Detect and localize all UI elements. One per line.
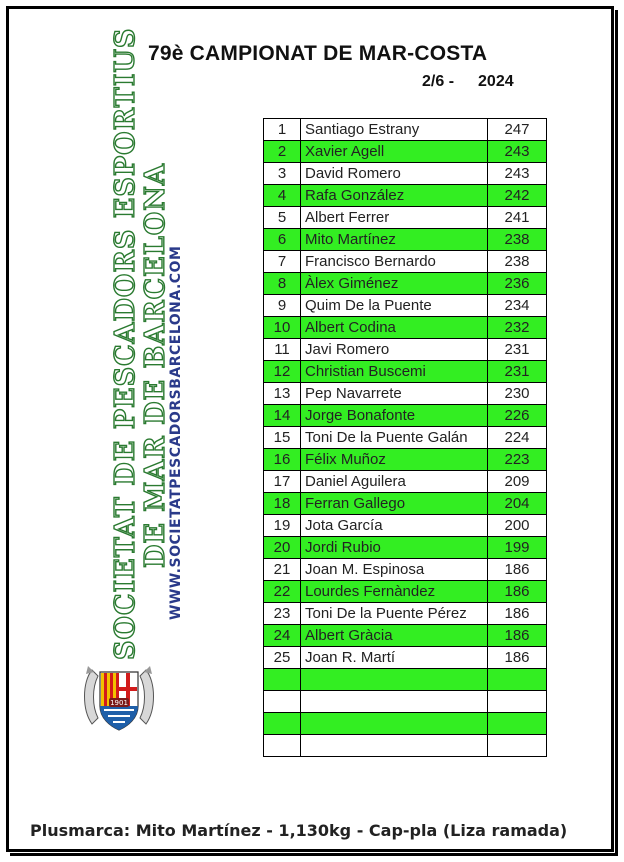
- points-cell: 186: [488, 625, 547, 647]
- table-row: [264, 119, 547, 141]
- position-cell: 17: [264, 471, 301, 493]
- table-row: [264, 361, 547, 383]
- table-row: [264, 559, 547, 581]
- record-footer: Plusmarca: Mito Martínez - 1,130kg - Cap-pla (Liza ramada): [30, 821, 568, 840]
- position-cell: 25: [264, 647, 301, 669]
- points-cell: 236: [488, 273, 547, 295]
- table-row: [264, 207, 547, 229]
- position-cell: 7: [264, 251, 301, 273]
- competitor-name-cell: Santiago Estrany: [301, 119, 488, 141]
- position-cell: 1: [264, 119, 301, 141]
- position-cell: 12: [264, 361, 301, 383]
- points-cell: 238: [488, 251, 547, 273]
- competitor-name-cell: Quim De la Puente: [301, 295, 488, 317]
- competitor-name-cell: Mito Martínez: [301, 229, 488, 251]
- points-cell: 247: [488, 119, 547, 141]
- position-cell: 13: [264, 383, 301, 405]
- position-cell: 18: [264, 493, 301, 515]
- table-row: [264, 515, 547, 537]
- competitor-name-cell: Pep Navarrete: [301, 383, 488, 405]
- table-row: [264, 229, 547, 251]
- competitor-name-cell: Jorge Bonafonte: [301, 405, 488, 427]
- competitor-name-cell: Jota García: [301, 515, 488, 537]
- competitor-name-cell: [301, 735, 488, 757]
- competitor-name-cell: Àlex Giménez: [301, 273, 488, 295]
- table-row: [264, 141, 547, 163]
- table-row: [264, 405, 547, 427]
- table-row: [264, 581, 547, 603]
- position-cell: 11: [264, 339, 301, 361]
- society-website: WWW.SOCIETATPESCADORSBARCELONA.COM: [168, 245, 184, 620]
- table-row: [264, 317, 547, 339]
- svg-text:1901: 1901: [110, 699, 128, 707]
- points-cell: 223: [488, 449, 547, 471]
- points-cell: 230: [488, 383, 547, 405]
- competitor-name-cell: Javi Romero: [301, 339, 488, 361]
- position-cell: 19: [264, 515, 301, 537]
- table-row: [264, 691, 547, 713]
- position-cell: 6: [264, 229, 301, 251]
- points-cell: 232: [488, 317, 547, 339]
- results-table: [263, 118, 547, 757]
- competitor-name-cell: Lourdes Fernàndez: [301, 581, 488, 603]
- table-row: [264, 163, 547, 185]
- event-day: 2/6 -: [422, 73, 455, 90]
- points-cell: 199: [488, 537, 547, 559]
- position-cell: [264, 713, 301, 735]
- competitor-name-cell: Daniel Aguilera: [301, 471, 488, 493]
- competitor-name-cell: David Romero: [301, 163, 488, 185]
- competitor-name-cell: Xavier Agell: [301, 141, 488, 163]
- position-cell: [264, 691, 301, 713]
- points-cell: 200: [488, 515, 547, 537]
- points-cell: 231: [488, 361, 547, 383]
- position-cell: 20: [264, 537, 301, 559]
- position-cell: [264, 735, 301, 757]
- position-cell: 10: [264, 317, 301, 339]
- points-cell: 231: [488, 339, 547, 361]
- society-name-line2: DE MAR DE BARCELONA: [140, 163, 171, 568]
- competitor-name-cell: Jordi Rubio: [301, 537, 488, 559]
- competitor-name-cell: [301, 669, 488, 691]
- points-cell: 186: [488, 581, 547, 603]
- position-cell: 21: [264, 559, 301, 581]
- page-title: 79è CAMPIONAT DE MAR-COSTA: [148, 42, 488, 65]
- competitor-name-cell: Toni De la Puente Pérez: [301, 603, 488, 625]
- points-cell: [488, 691, 547, 713]
- position-cell: 5: [264, 207, 301, 229]
- table-row: [264, 251, 547, 273]
- points-cell: 186: [488, 603, 547, 625]
- points-cell: 186: [488, 647, 547, 669]
- competitor-name-cell: Félix Muñoz: [301, 449, 488, 471]
- competitor-name-cell: Albert Ferrer: [301, 207, 488, 229]
- points-cell: [488, 669, 547, 691]
- table-row: [264, 537, 547, 559]
- table-row: [264, 449, 547, 471]
- table-row: [264, 625, 547, 647]
- position-cell: 8: [264, 273, 301, 295]
- position-cell: 16: [264, 449, 301, 471]
- points-cell: [488, 713, 547, 735]
- table-row: [264, 669, 547, 691]
- table-row: [264, 295, 547, 317]
- competitor-name-cell: Albert Codina: [301, 317, 488, 339]
- position-cell: 15: [264, 427, 301, 449]
- table-row: [264, 339, 547, 361]
- table-row: [264, 427, 547, 449]
- competitor-name-cell: [301, 713, 488, 735]
- event-date: [422, 73, 514, 91]
- points-cell: 238: [488, 229, 547, 251]
- position-cell: 3: [264, 163, 301, 185]
- table-row: [264, 603, 547, 625]
- points-cell: 186: [488, 559, 547, 581]
- table-row: [264, 185, 547, 207]
- points-cell: 243: [488, 141, 547, 163]
- points-cell: 242: [488, 185, 547, 207]
- society-name-line1: SOCIETAT DE PESCADORS ESPORTIUS: [110, 27, 141, 660]
- points-cell: 209: [488, 471, 547, 493]
- competitor-name-cell: Francisco Bernardo: [301, 251, 488, 273]
- competitor-name-cell: Joan M. Espinosa: [301, 559, 488, 581]
- table-row: [264, 471, 547, 493]
- event-year: 2024: [478, 73, 514, 90]
- position-cell: 4: [264, 185, 301, 207]
- table-row: [264, 273, 547, 295]
- position-cell: 9: [264, 295, 301, 317]
- position-cell: 24: [264, 625, 301, 647]
- points-cell: 224: [488, 427, 547, 449]
- table-row: [264, 383, 547, 405]
- competitor-name-cell: Ferran Gallego: [301, 493, 488, 515]
- table-row: [264, 493, 547, 515]
- competitor-name-cell: Joan R. Martí: [301, 647, 488, 669]
- points-cell: 234: [488, 295, 547, 317]
- competitor-name-cell: Christian Buscemi: [301, 361, 488, 383]
- competitor-name-cell: Toni De la Puente Galán: [301, 427, 488, 449]
- position-cell: [264, 669, 301, 691]
- points-cell: 243: [488, 163, 547, 185]
- society-crest-logo: [78, 662, 160, 732]
- position-cell: 2: [264, 141, 301, 163]
- position-cell: 22: [264, 581, 301, 603]
- position-cell: 14: [264, 405, 301, 427]
- points-cell: [488, 735, 547, 757]
- points-cell: 204: [488, 493, 547, 515]
- table-row: [264, 713, 547, 735]
- position-cell: 23: [264, 603, 301, 625]
- competitor-name-cell: Albert Gràcia: [301, 625, 488, 647]
- table-row: [264, 647, 547, 669]
- competitor-name-cell: Rafa González: [301, 185, 488, 207]
- points-cell: 226: [488, 405, 547, 427]
- competitor-name-cell: [301, 691, 488, 713]
- points-cell: 241: [488, 207, 547, 229]
- table-row: [264, 735, 547, 757]
